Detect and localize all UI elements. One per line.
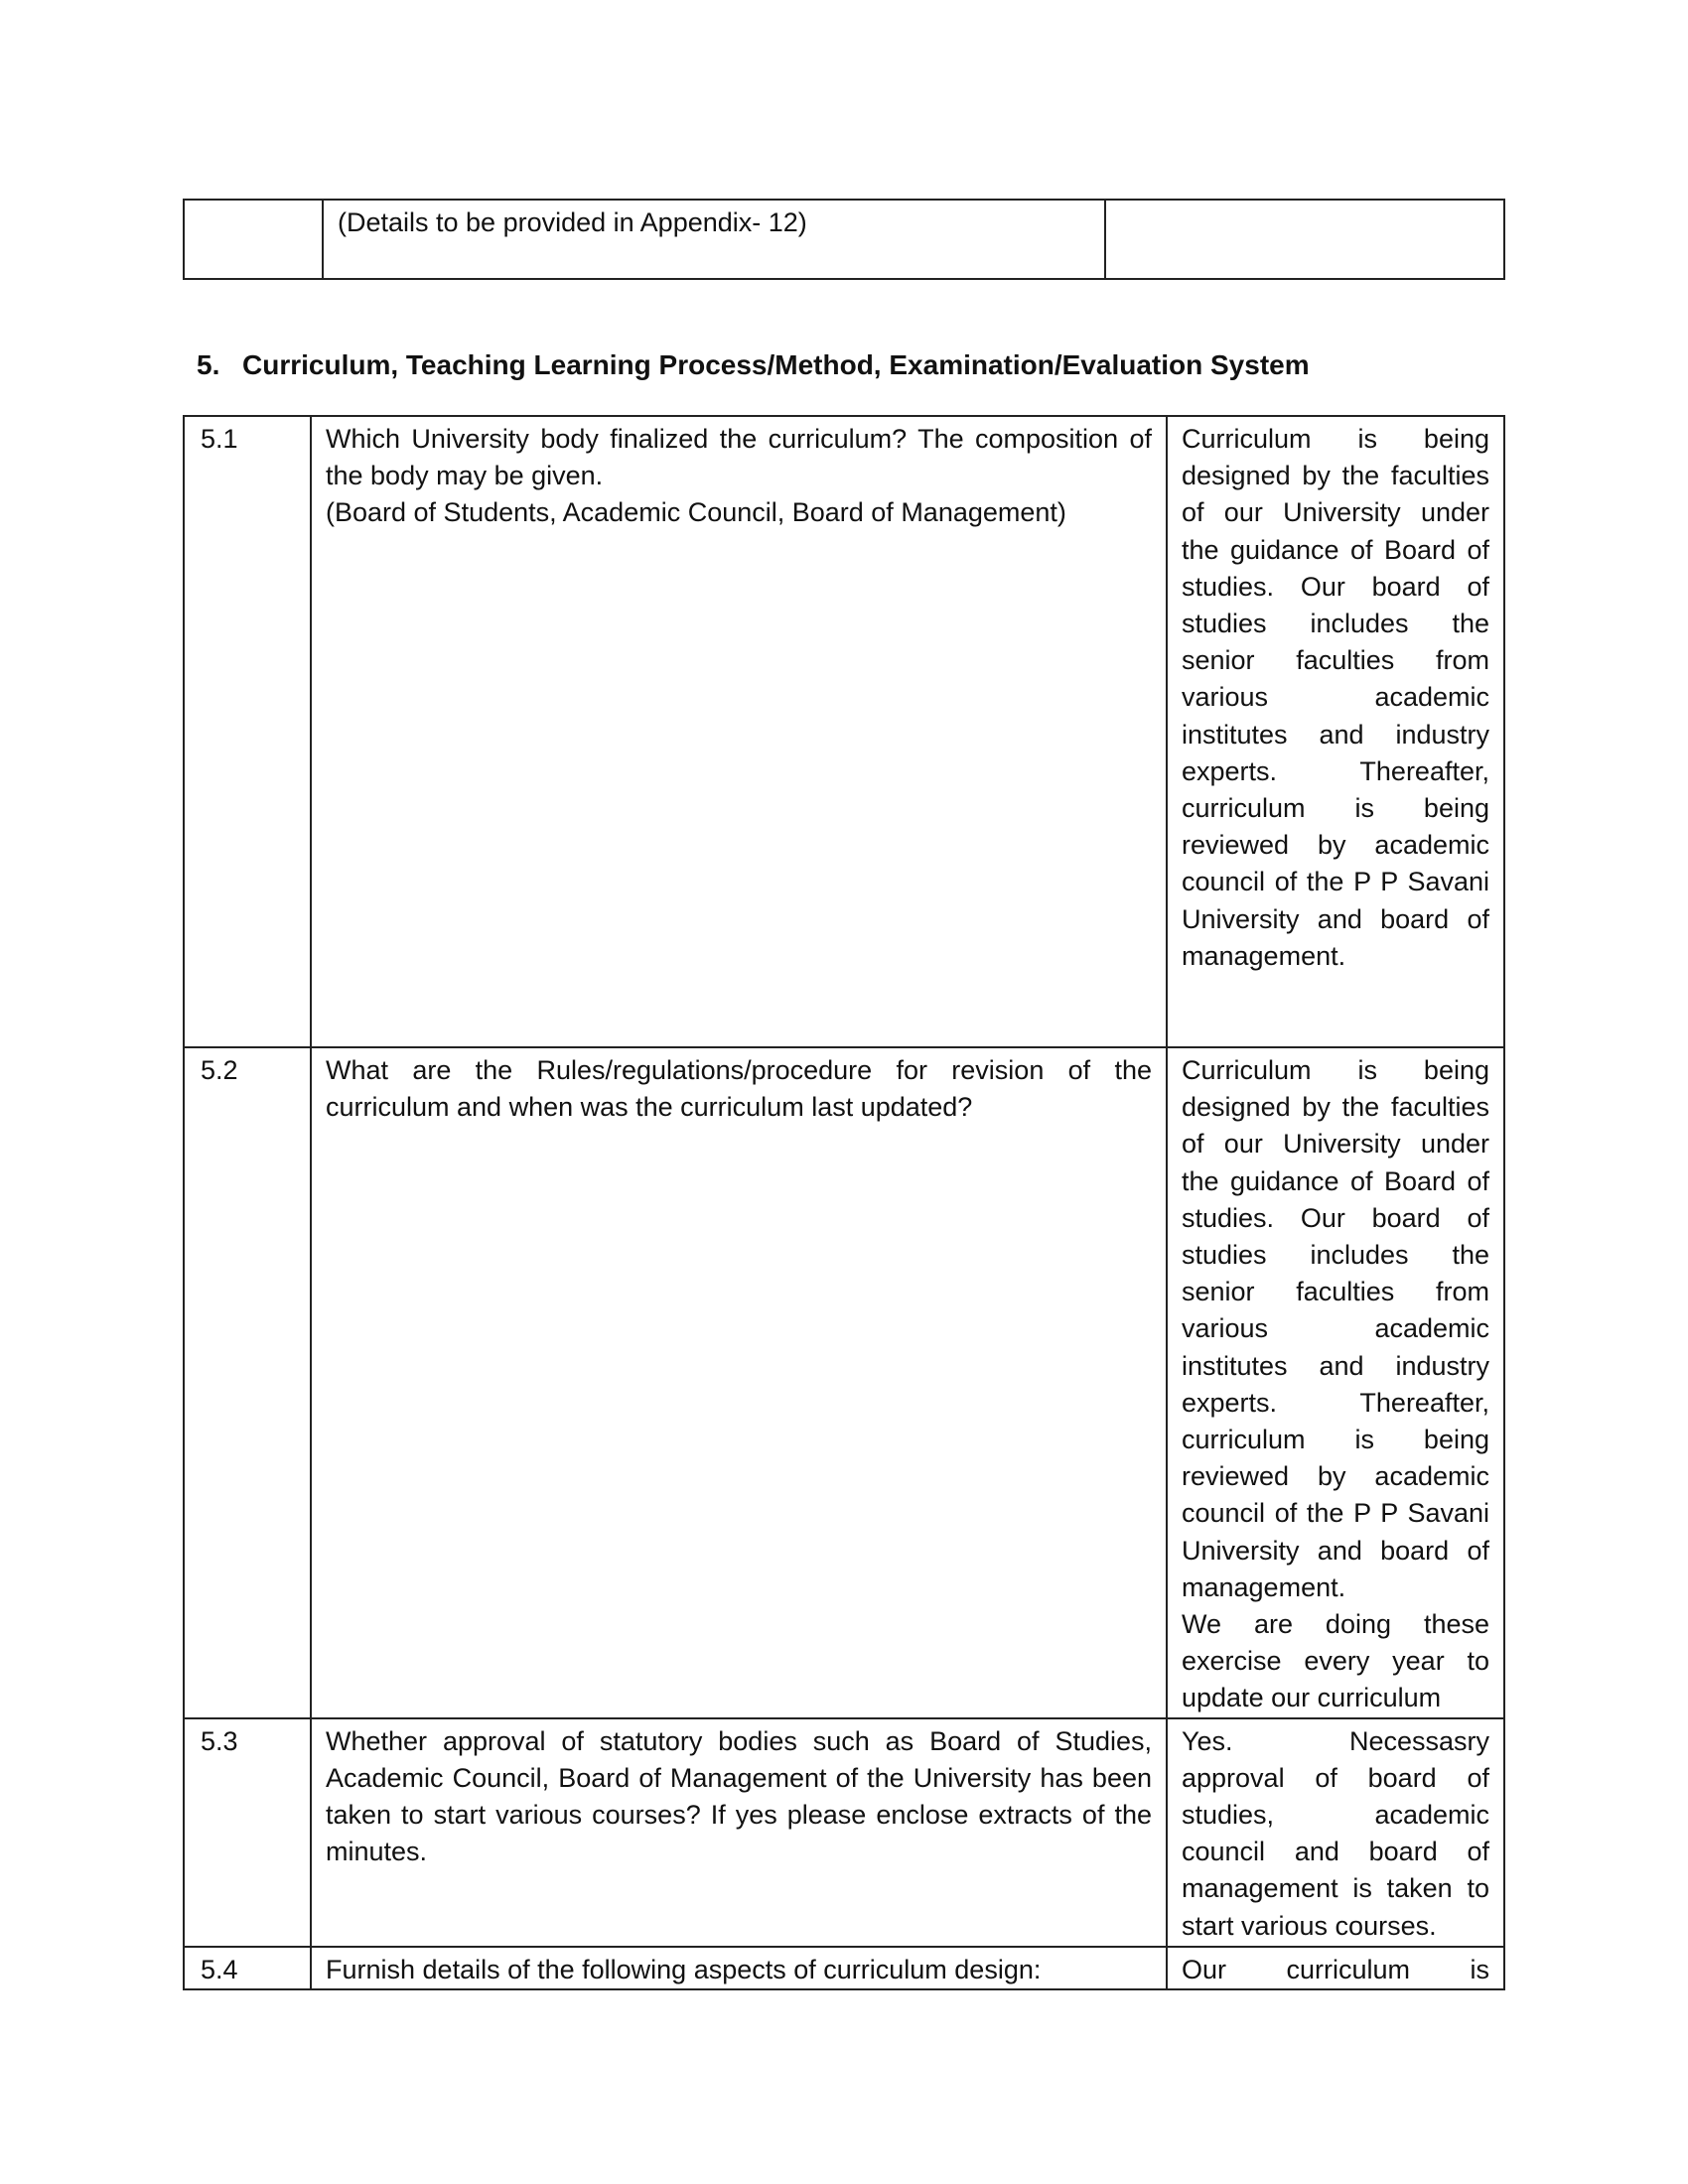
answer-line: University and board of (1182, 903, 1489, 934)
answer-line: institutes and industry (1182, 719, 1489, 750)
answer-line: studies, academic (1182, 1800, 1489, 1831)
answer-line: designed by the faculties (1182, 461, 1489, 491)
answer-line: Curriculum is being (1182, 424, 1489, 454)
answer-line: of our University under (1182, 1129, 1489, 1160)
appendix-note: (Details to be provided in Appendix- 12) (323, 200, 1105, 279)
question-cell (311, 1718, 1167, 1947)
answer-line: management. (1182, 940, 1346, 971)
answer-line: studies includes the (1182, 609, 1489, 639)
continuation-table (183, 199, 1505, 280)
table-cell (1105, 200, 1504, 279)
answer-line: senior faculties from (1182, 1277, 1489, 1307)
answer-line: management is taken to (1182, 1873, 1489, 1904)
answer-line: update our curriculum (1182, 1683, 1442, 1713)
answer-line: council and board of (1182, 1837, 1489, 1867)
table-row (184, 1047, 1504, 1718)
answer-line: council of the P P Savani (1182, 867, 1489, 897)
section-title: Curriculum, Teaching Learning Process/Method, Examination/Evaluation System (242, 349, 1310, 380)
answer-line: Curriculum is being (1182, 1055, 1489, 1085)
question-text: Which University body finalized the curriculum? The composition of the body may be given. (326, 424, 1152, 491)
answer-line: Our curriculum is (1182, 1954, 1489, 1984)
answer-line: various academic (1182, 682, 1489, 713)
answer-line: council of the P P Savani (1182, 1498, 1489, 1529)
row-number: 5.2 (184, 1047, 311, 1718)
answer-line: curriculum is being (1182, 793, 1489, 824)
table-row (184, 1718, 1504, 1947)
question-text: What are the Rules/regulations/procedure for revision of the curriculum and when was the curriculum last updated? (326, 1055, 1152, 1123)
question-cell (311, 1947, 1167, 1989)
answer-line: management. (1182, 1571, 1346, 1602)
curriculum-table (183, 415, 1505, 1990)
answer-line: experts. Thereafter, (1182, 1387, 1489, 1418)
row-number: 5.4 (184, 1947, 311, 1989)
section-number: 5. (197, 349, 220, 380)
answer-line: reviewed by academic (1182, 1461, 1489, 1492)
question-cell (311, 1047, 1167, 1718)
answer-line: curriculum is being (1182, 1425, 1489, 1455)
question-text: Whether approval of statutory bodies such as Board of Studies, Academic Council, Board of Management of the University has been taken to start various courses? If yes please enclose extracts of the minutes. (326, 1725, 1152, 1867)
answer-line: University and board of (1182, 1535, 1489, 1566)
answer-cell (1167, 1718, 1504, 1947)
answer-line: the guidance of Board of (1182, 534, 1489, 565)
question-note: (Board of Students, Academic Council, Board of Management) (326, 497, 1066, 528)
answer-line: reviewed by academic (1182, 830, 1489, 861)
answer-line: approval of board of (1182, 1762, 1489, 1793)
answer-line: institutes and industry (1182, 1350, 1489, 1381)
question-text: Furnish details of the following aspects of curriculum design: (326, 1954, 1042, 1984)
answer-line: various academic (1182, 1313, 1489, 1344)
answer-line: exercise every year to (1182, 1646, 1489, 1677)
answer-line: of our University under (1182, 497, 1489, 528)
question-cell (311, 416, 1167, 1047)
answer-line: studies. Our board of (1182, 1202, 1489, 1233)
answer-cell (1167, 416, 1504, 1047)
answer-line: studies includes the (1182, 1240, 1489, 1271)
answer-cell (1167, 1047, 1504, 1718)
row-number: 5.1 (184, 416, 311, 1047)
table-cell (184, 200, 323, 279)
answer-line: designed by the faculties (1182, 1092, 1489, 1123)
answer-line: senior faculties from (1182, 645, 1489, 676)
answer-line: experts. Thereafter, (1182, 755, 1489, 786)
answer-line: We are doing these (1182, 1609, 1489, 1640)
answer-line: Yes. Necessasry (1182, 1725, 1489, 1756)
answer-line: studies. Our board of (1182, 571, 1489, 602)
answer-cell (1167, 1947, 1504, 1989)
answer-line: the guidance of Board of (1182, 1165, 1489, 1196)
row-number: 5.3 (184, 1718, 311, 1947)
table-row (184, 416, 1504, 1047)
answer-line: start various courses. (1182, 1910, 1437, 1941)
table-row (184, 1947, 1504, 1989)
section-heading (197, 347, 1310, 383)
table-row (184, 200, 1504, 279)
